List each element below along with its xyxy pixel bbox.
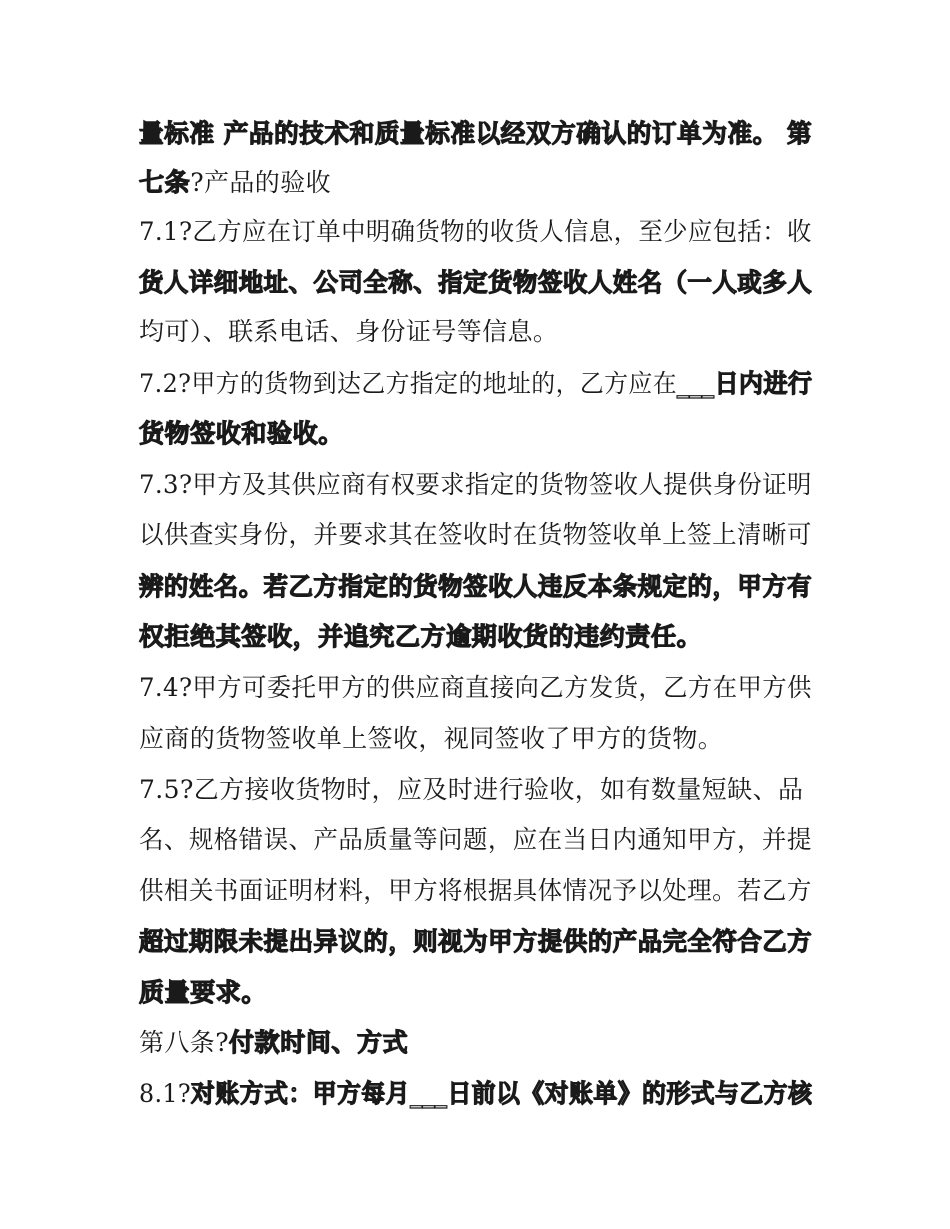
text-run: 8.1? bbox=[139, 1079, 192, 1108]
text-run: ?产品的验收 bbox=[190, 168, 332, 197]
text-run: 辨的姓名。若乙方指定的货物签收人违反本条规定的，甲方有 bbox=[139, 572, 813, 601]
text-line-16 bbox=[139, 874, 812, 908]
text-run: 供相关书面证明材料，甲方将根据具体情况予以处理。若乙方 bbox=[139, 876, 812, 905]
text-line-13 bbox=[139, 722, 723, 756]
text-run: 质量要求。 bbox=[139, 978, 268, 1007]
text-run: 7.2?甲方的货物到达乙方指定的地址的，乙方应在 bbox=[139, 369, 678, 398]
text-line-7 bbox=[139, 417, 344, 451]
text-run: ___日内进行 bbox=[677, 369, 813, 398]
text-run: 7.1?乙方应在订单中明确货物的收货人信息，至少应包括：收 bbox=[139, 217, 812, 246]
text-line-2 bbox=[139, 166, 331, 200]
text-run: 7.4?甲方可委托甲方的供应商直接向乙方发货，乙方在甲方供 bbox=[139, 673, 812, 702]
text-run: 七条 bbox=[139, 168, 191, 197]
text-run: 应商的货物签收单上签收，视同签收了甲方的货物。 bbox=[139, 724, 724, 753]
text-run: 量标准 产品的技术和质量标准以经双方确认的订单为准。 第 bbox=[139, 119, 813, 148]
text-line-18 bbox=[139, 976, 267, 1010]
text-line-3 bbox=[139, 215, 812, 249]
text-run: 付款时间、方式 bbox=[229, 1028, 409, 1057]
text-line-17 bbox=[139, 925, 812, 959]
text-run: 第八条? bbox=[139, 1028, 230, 1057]
text-line-6 bbox=[139, 367, 812, 401]
text-line-5 bbox=[139, 315, 558, 349]
text-run: 以供查实身份，并要求其在签收时在货物签收单上签上清晰可 bbox=[139, 520, 812, 549]
text-run: 货物签收和验收。 bbox=[139, 419, 344, 448]
text-run: 7.3?甲方及其供应商有权要求指定的货物签收人提供身份证明 bbox=[139, 470, 812, 499]
text-line-8 bbox=[139, 468, 812, 502]
text-line-20 bbox=[139, 1077, 812, 1111]
text-run: 对账方式：甲方每月___日前以《对账单》的形式与乙方核 bbox=[191, 1079, 813, 1108]
text-line-1 bbox=[139, 117, 812, 151]
text-run: 货人详细地址、公司全称、指定货物签收人姓名（一人或多人 bbox=[139, 268, 813, 297]
text-run: 超过期限未提出异议的，则视为甲方提供的产品完全符合乙方 bbox=[139, 927, 813, 956]
text-line-11 bbox=[139, 620, 702, 654]
text-line-12 bbox=[139, 671, 812, 705]
text-line-10 bbox=[139, 570, 812, 604]
text-run: 权拒绝其签收，并追究乙方逾期收货的违约责任。 bbox=[139, 622, 703, 651]
text-run: 均可）、联系电话、身份证号等信息。 bbox=[139, 317, 559, 346]
text-line-4 bbox=[139, 266, 812, 300]
text-line-15 bbox=[139, 823, 812, 857]
text-line-19 bbox=[139, 1026, 408, 1060]
text-run: 名、规格错误、产品质量等问题，应在当日内通知甲方，并提 bbox=[139, 825, 812, 854]
text-line-14 bbox=[139, 773, 803, 807]
text-run: 7.5?乙方接收货物时，应及时进行验收，如有数量短缺、品 bbox=[139, 775, 804, 804]
text-line-9 bbox=[139, 518, 812, 552]
